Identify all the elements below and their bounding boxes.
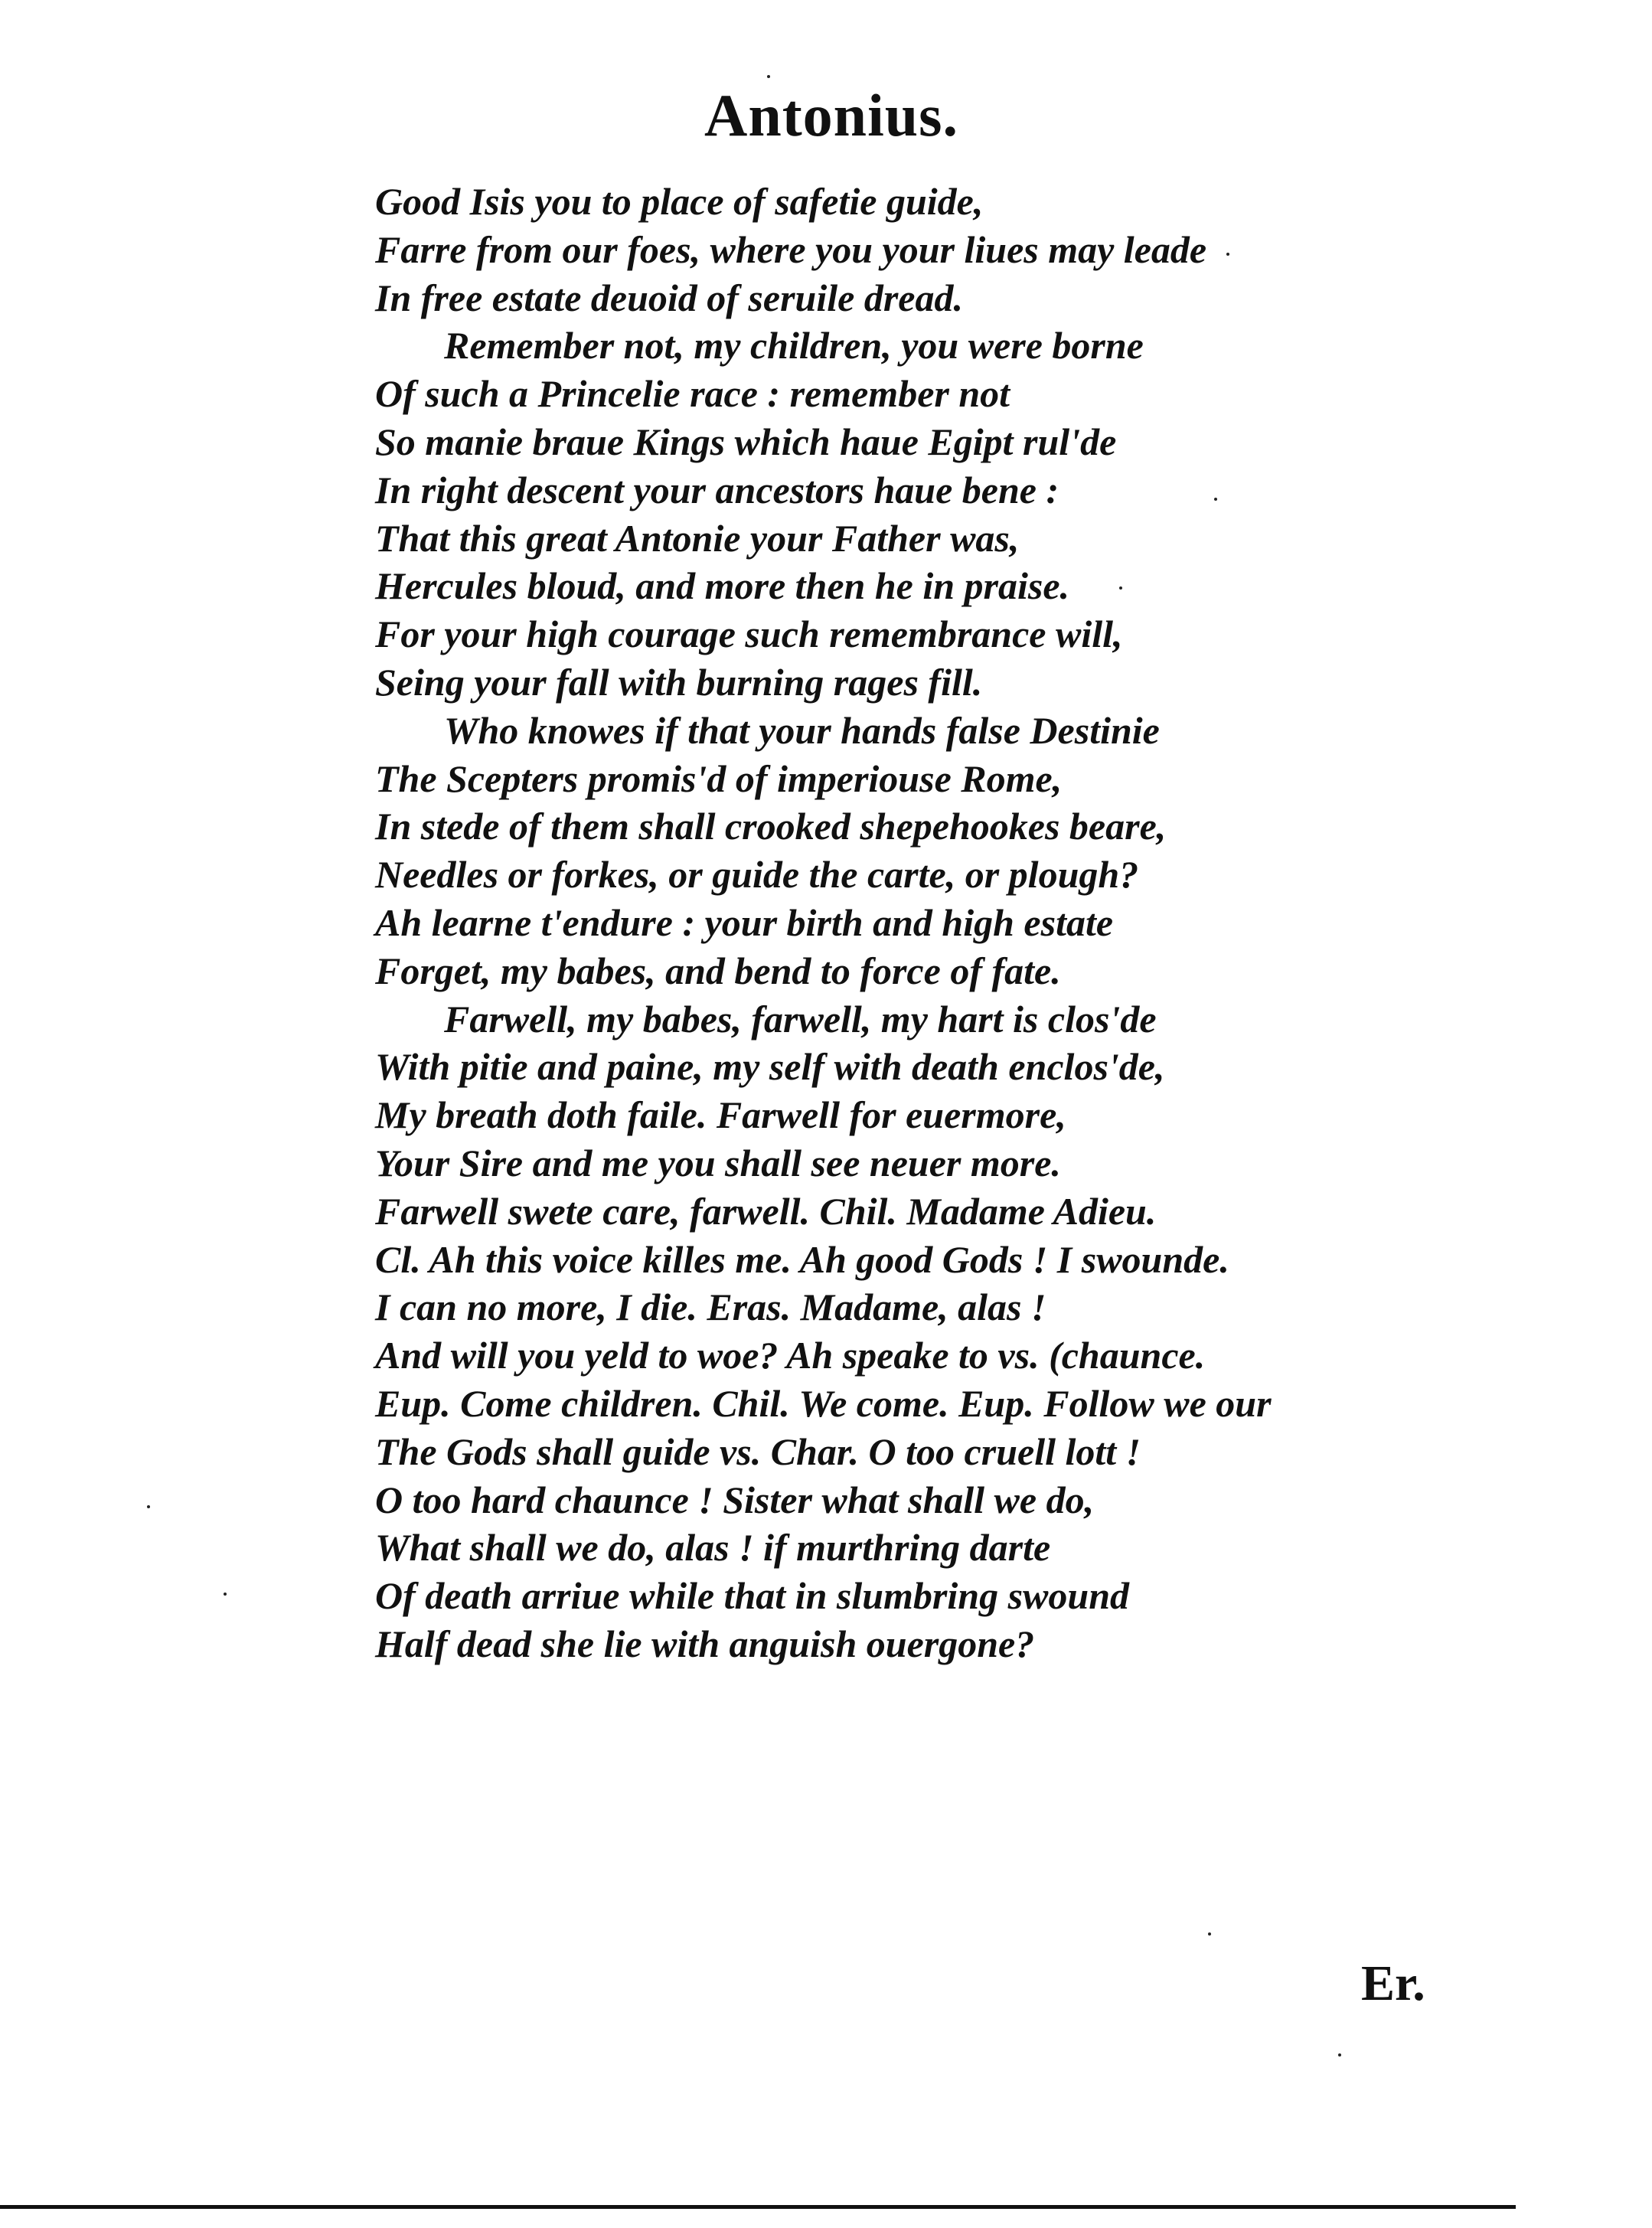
ink-speck <box>1208 1932 1211 1936</box>
running-head: Antonius. <box>704 82 958 149</box>
verse-line-16: Ah learne t'endure : your birth and high estate <box>375 900 1114 944</box>
verse-line-5: Of such a Princelie race : remember not <box>375 372 1010 416</box>
verse-line-30: Of death arriue while that in slumbring swound <box>375 1574 1130 1618</box>
verse-line-3: In free estate deuoid of seruile dread. <box>375 276 963 319</box>
ink-speck <box>767 75 770 78</box>
verse-line-11: Seing your fall with burning rages fill. <box>375 660 983 704</box>
verse-line-18: Farwell, my babes, farwell, my hart is clos'de <box>444 997 1157 1040</box>
verse-line-13: The Scepters promis'd of imperiouse Rome, <box>375 756 1063 800</box>
verse-line-10: For your high courage such remembrance will, <box>375 613 1123 656</box>
verse-line-26: Eup. Come children. Chil. We come. Eup. Follow we our <box>375 1381 1272 1425</box>
verse-line-31: Half dead she lie with anguish ouergone? <box>375 1622 1035 1665</box>
verse-line-21: Your Sire and me you shall see neuer more. <box>375 1141 1061 1184</box>
verse-line-19: With pitie and paine, my self with death enclos'de, <box>375 1045 1165 1089</box>
verse-line-17: Forget, my babes, and bend to force of fate. <box>375 949 1061 992</box>
ink-speck <box>1226 253 1229 256</box>
ink-speck <box>1214 498 1217 501</box>
verse-line-7: In right descent your ancestors haue bene : <box>375 468 1059 511</box>
catchword: Er. <box>1361 1955 1425 2011</box>
verse-line-24: I can no more, I die. Eras. Madame, alas ! <box>375 1286 1046 1329</box>
verse-line-27: The Gods shall guide vs. Char. O too cruell lott ! <box>375 1429 1141 1473</box>
verse-line-22: Farwell swete care, farwell. Chil. Madame Adieu. <box>375 1189 1157 1233</box>
verse-line-15: Needles or forkes, or guide the carte, or plough? <box>375 853 1139 897</box>
verse-line-28: O too hard chaunce ! Sister what shall we do, <box>375 1478 1095 1521</box>
verse-line-8: That this great Antonie your Father was, <box>375 516 1020 560</box>
verse-line-29: What shall we do, alas ! if murthring darte <box>375 1526 1051 1570</box>
ink-speck <box>1338 2053 1341 2056</box>
verse-line-2: Farre from our foes, where you your liues may leade <box>375 227 1207 271</box>
verse-line-12: Who knowes if that your hands false Destinie <box>444 708 1160 752</box>
verse-line-6: So manie braue Kings which haue Egipt rul'de <box>375 420 1117 463</box>
ink-speck <box>224 1593 227 1596</box>
verse-line-9: Hercules bloud, and more then he in praise. <box>375 564 1070 608</box>
bottom-rule <box>0 2205 1516 2209</box>
verse-block <box>375 178 1470 1668</box>
verse-line-14: In stede of them shall crooked shepehookes beare, <box>375 805 1167 848</box>
ink-speck <box>147 1505 150 1508</box>
ink-speck <box>1119 586 1122 590</box>
verse-line-4: Remember not, my children, you were borne <box>444 324 1144 368</box>
verse-line-1: Good Isis you to place of safetie guide, <box>375 180 984 223</box>
verse-line-20: My breath doth faile. Farwell for euermore, <box>375 1093 1066 1137</box>
verse-line-25: And will you yeld to woe? Ah speake to vs. (chaunce. <box>375 1334 1206 1377</box>
verse-line-23: Cl. Ah this voice killes me. Ah good Gods ! I swounde. <box>375 1237 1229 1281</box>
